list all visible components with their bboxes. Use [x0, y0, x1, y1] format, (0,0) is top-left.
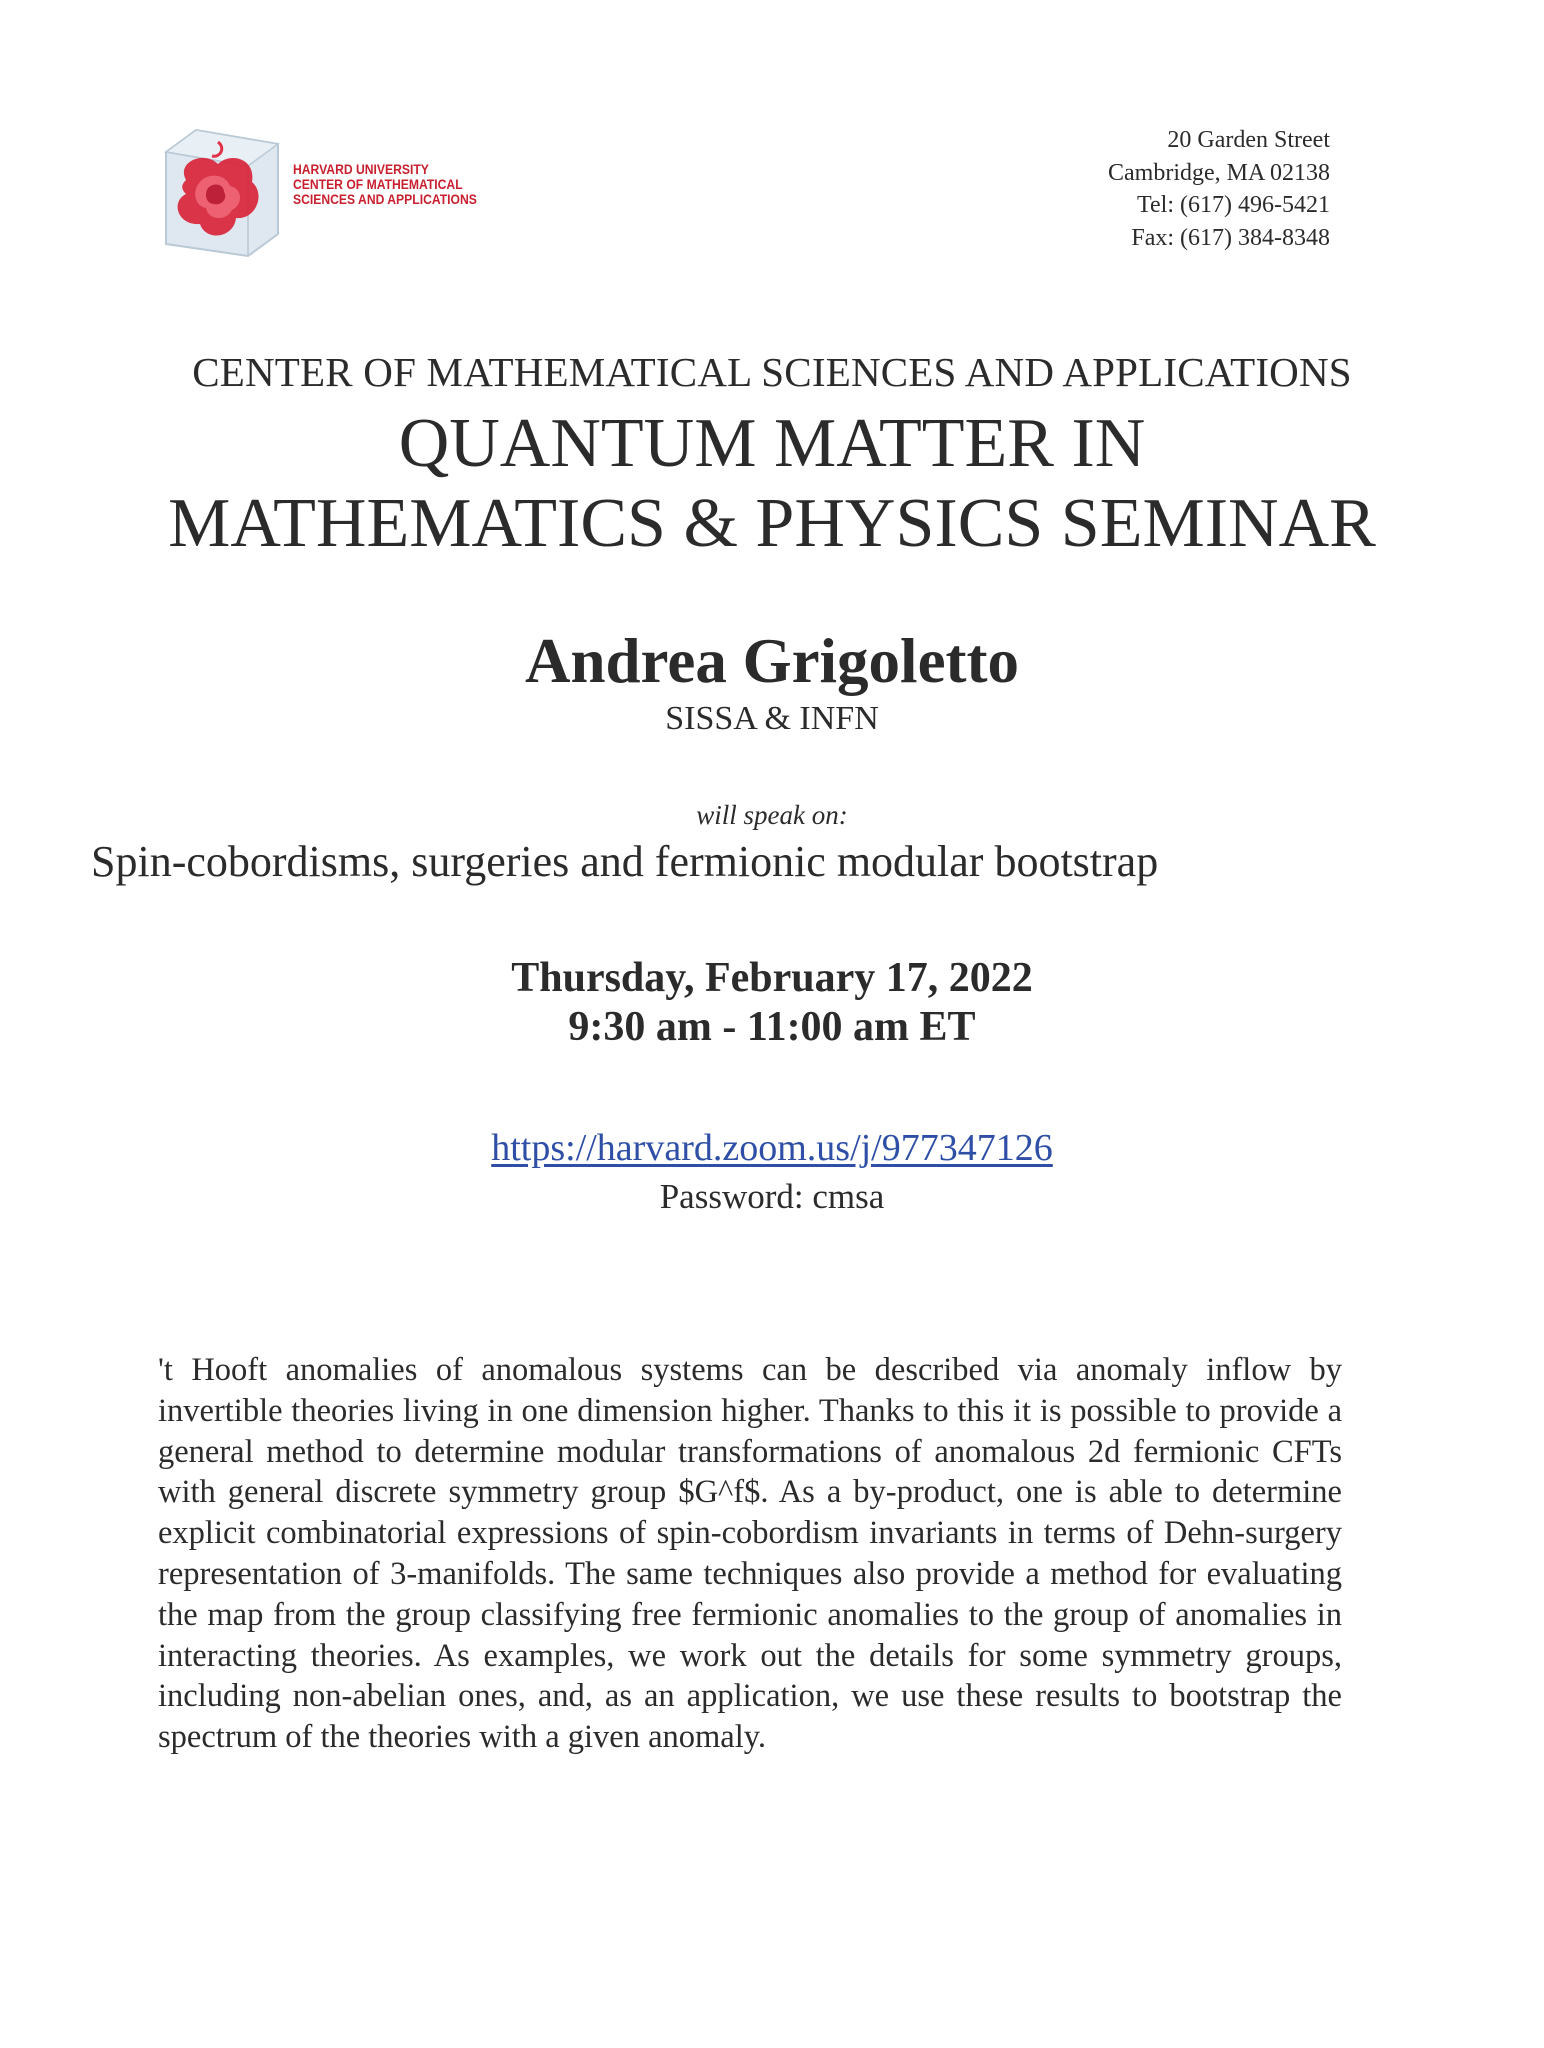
address-block [1108, 124, 1330, 254]
meeting-password: Password: cmsa [659, 1177, 885, 1216]
talk-title: Spin-cobordisms, surgeries and fermionic modular bootstrap [91, 837, 1159, 886]
seminar-title-line2: MATHEMATICS & PHYSICS SEMINAR [168, 485, 1376, 562]
address-fax: Fax: (617) 384-8348 [1131, 224, 1330, 251]
talk-date: Thursday, February 17, 2022 [511, 955, 1033, 1001]
center-name: CENTER OF MATHEMATICAL SCIENCES AND APPLICATIONS [192, 349, 1352, 395]
cmsa-logo [156, 122, 486, 260]
abstract-text: 't Hooft anomalies of anomalous systems can be described via anomaly inflow by invertible theories living in one dimension higher. Thanks to this it is possible to provide a general method to determine modular transformations of anomalous 2d fermionic CFTs with general discrete symmetry group $G^f$. As a by-product, one is able to determine explicit combinatorial expressions of spin-cobordism invariants in terms of Dehn-surgery representation of 3-manifolds. The same techniques also provide a method for evaluating the map from the group classifying free fermionic anomalies to the group of anomalies in interacting theories. As examples, we work out the details for some symmetry groups, including non-abelian ones, and, as an application, we use these results to bootstrap the spectrum of the theories with a given anomaly. [158, 1352, 1342, 1756]
logo-line-university: HARVARD UNIVERSITY [293, 162, 429, 177]
talk-intro: will speak on: [696, 800, 848, 830]
logo-line-sciences: SCIENCES AND APPLICATIONS [293, 192, 477, 207]
logo-line-center: CENTER OF MATHEMATICAL [293, 177, 463, 192]
logo-wordmark [293, 162, 477, 207]
address-tel: Tel: (617) 496-5421 [1137, 192, 1330, 218]
address-city: Cambridge, MA 02138 [1108, 159, 1330, 186]
talk-time: 9:30 am - 11:00 am ET [568, 1004, 976, 1050]
seminar-title-line1: QUANTUM MATTER IN [398, 405, 1146, 482]
speaker-affiliation: SISSA & INFN [665, 700, 879, 737]
speaker-name: Andrea Grigoletto [524, 626, 1019, 696]
zoom-link[interactable]: https://harvard.zoom.us/j/977347126 [491, 1127, 1053, 1169]
cmsa-cube-logo-icon [156, 122, 286, 260]
address-street: 20 Garden Street [1167, 127, 1330, 153]
seminar-title [0, 404, 1544, 564]
